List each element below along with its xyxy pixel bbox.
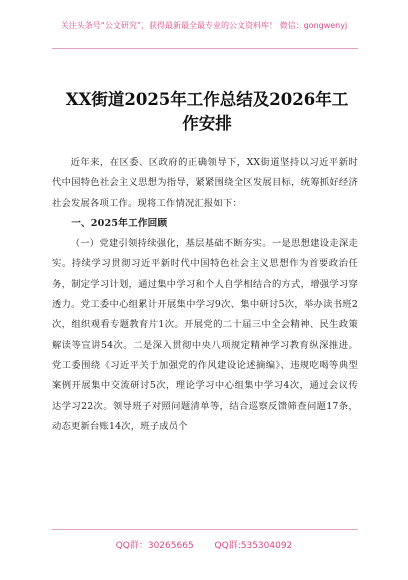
header-banner: 关注头条号“公文研究”，获得最新最全最专业的公文资料库！ 微信：gongwenyj [60, 21, 348, 30]
intro-paragraph: 近年来，在区委、区政府的正确领导下，XX街道坚持以习近平新时代中国特色社会主义思想为指导，紧紧围绕全区发展目标，统筹抓好经济社会发展各项工作。现将工作情况汇报如下： [52, 157, 358, 209]
header-divider [52, 48, 358, 49]
document-title: XX街道2025年工作总结及2026年工作安排 [65, 90, 349, 133]
footer-qq-group-1: QQ群：30265665 [115, 541, 194, 551]
section-heading: 一、2025年工作回顾 [71, 217, 168, 229]
body-paragraph: （一）党建引领持续强化，基层基础不断夯实。一是思想建设走深走实。持续学习贯彻习近平新时代中国特色社会主义思想作为首要政治任务，制定学习计划，通过集中学习和个人自学相结合的方式，增强学习穿透力。党工委中心组累计开展集中学习9次、集中研讨5次，举办读书班2次，组织观看专题教育片1次。开展党的二十届三中全会精神、民生政策解读等宣讲54次。二是深入贯彻中央八项规定精神学习教育纵深推进。党工委围绕《习近平关于加强党的作风建设论述摘编》、违规吃喝等典型案例开展集中交流研讨5次，理论学习中心组集中学习4次，通过会议传达学习22次。领导班子对照问题清单等，结合巡察反馈筛查问题17条，动态更新台账14次，班子成员个 [52, 238, 358, 432]
footer [0, 538, 408, 551]
document-body [52, 153, 358, 437]
footer-divider [52, 529, 358, 530]
footer-qq-group-2: QQ群:535304092 [214, 541, 293, 551]
